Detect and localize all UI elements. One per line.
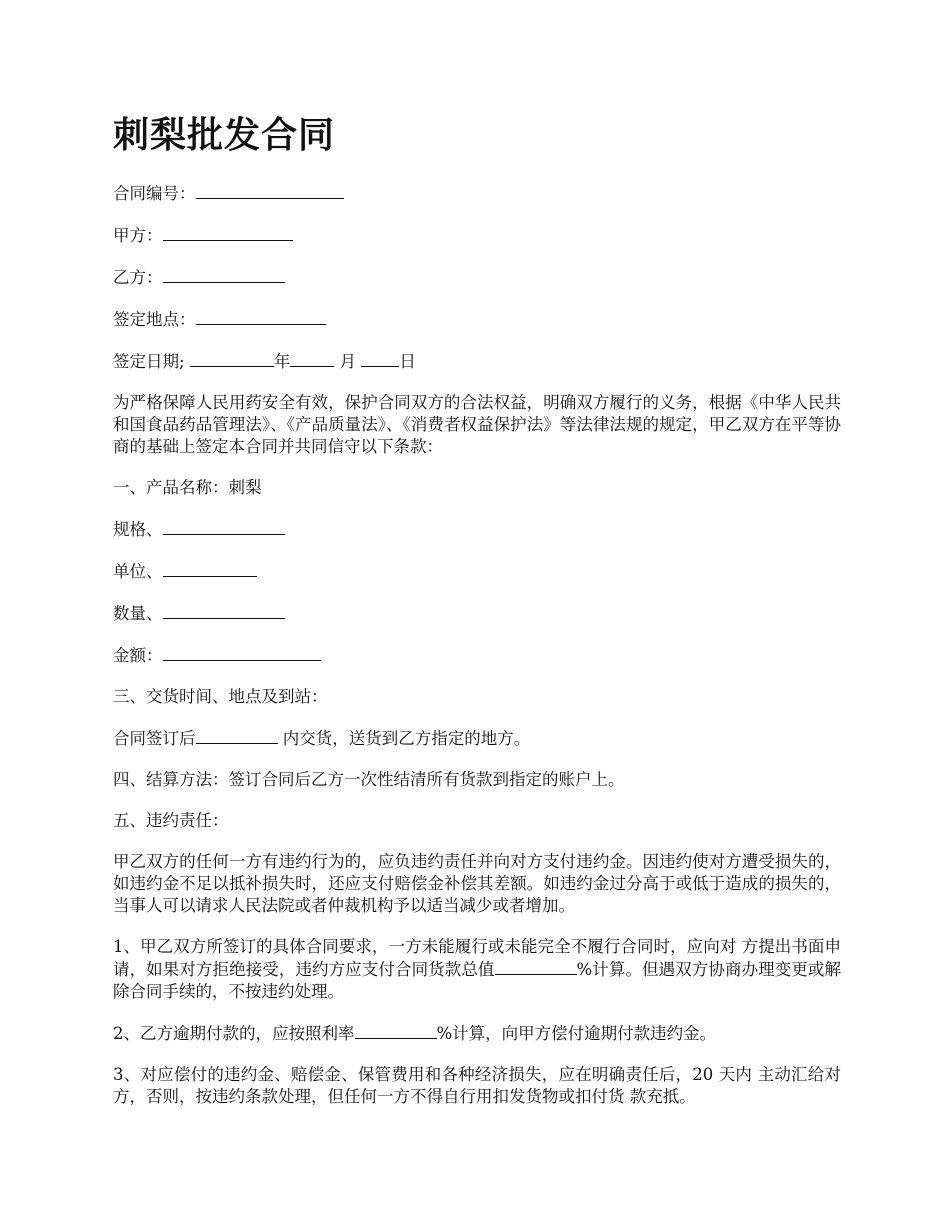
liability-item-2 (113, 1022, 841, 1045)
intro-paragraph: 为严格保障人民用药安全有效，保护合同双方的合法权益，明确双方履行的义务，根据《中华人民共和国食品药品管理法》、《产品质量法》、《消费者权益保护法》等法律法规的规定，甲乙双方在平等协商的基础上签定本合同并共同信守以下条款： (113, 393, 841, 456)
delivery-text-before: 合同签订后 (113, 729, 196, 748)
liability-item-2-text-b: %计算，向甲方偿付逾期付款违约金。 (436, 1024, 717, 1043)
party-b-blank[interactable] (163, 266, 285, 283)
party-a-field (113, 224, 841, 247)
sign-date-label: 签定日期; (113, 352, 185, 371)
liability-general-paragraph: 甲乙双方的任何一方有违约行为的，应负违约责任并向对方支付违约金。因违约使对方遭受损失的，如违约金不足以抵补损失时，还应支付赔偿金补偿其差额。如违约金过分高于或低于造成的损失的，当事人可以请求人民法院或者仲裁机构予以适当减少或者增加。 (113, 852, 841, 915)
liability-heading: 五、违约责任： (113, 811, 229, 830)
unit-field (113, 560, 841, 583)
quantity-field (113, 602, 841, 625)
delivery-text (113, 727, 841, 750)
party-a-blank[interactable] (163, 224, 293, 241)
sign-place-label: 签定地点： (113, 310, 196, 329)
delivery-period-blank[interactable] (196, 727, 278, 744)
day-label: 日 (399, 352, 416, 371)
product-name-line: 一、产品名称：刺梨 (113, 478, 262, 497)
settlement-line: 四、结算方法：签订合同后乙方一次性结清所有货款到指定的账户上。 (113, 770, 625, 789)
contract-number-label: 合同编号： (113, 184, 196, 203)
liability-item-1-blank[interactable] (495, 958, 577, 975)
amount-blank[interactable] (163, 644, 321, 661)
sign-place-field (113, 308, 841, 331)
quantity-blank[interactable] (163, 602, 285, 619)
liability-item-1-text-a: 1、甲乙双方所签订的具体合同要求，一方未能履行或未能完全不履行合同时，应向对 方提出书面申请，如果对方拒绝接受，违约方应支付合同货款总值 (113, 937, 841, 979)
quantity-label: 数量、 (113, 604, 163, 623)
sign-day-blank[interactable] (361, 350, 399, 367)
spec-label: 规格、 (113, 520, 163, 539)
party-b-field (113, 266, 841, 289)
contract-number-field (113, 182, 841, 205)
party-a-label: 甲方： (113, 226, 163, 245)
spec-blank[interactable] (163, 518, 285, 535)
delivery-heading: 三、交货时间、地点及到站： (113, 687, 328, 706)
year-label: 年 (273, 352, 291, 371)
contract-number-blank[interactable] (196, 182, 344, 199)
sign-year-blank[interactable] (190, 350, 274, 367)
sign-month-blank[interactable] (290, 350, 334, 367)
liability-item-1-text-b: %计算。但遇双方协商办理变更或解除合同手续的，不按违约处理。 (113, 960, 842, 1001)
amount-label: 金额： (113, 646, 163, 665)
amount-field (113, 644, 841, 667)
liability-item-2-text-a: 2、乙方逾期付款的，应按照利率 (113, 1024, 355, 1043)
unit-blank[interactable] (163, 560, 257, 577)
spec-field (113, 518, 841, 541)
liability-item-3: 3、对应偿付的违约金、赔偿金、保管费用和各种经济损失，应在明确责任后，20 天内 主动汇给对方，否则，按违约条款处理，但任何一方不得自行用扣发货物或扣付货 款充抵。 (113, 1065, 841, 1106)
page-title: 刺梨批发合同 (113, 115, 336, 156)
party-b-label: 乙方： (113, 268, 163, 287)
unit-label: 单位、 (113, 562, 163, 581)
sign-date-field (113, 350, 841, 373)
month-label: 月 (339, 352, 357, 371)
liability-item-1 (113, 936, 841, 1003)
sign-place-blank[interactable] (196, 308, 326, 325)
liability-item-2-blank[interactable] (355, 1022, 437, 1039)
delivery-text-after: 内交货，送货到乙方指定的地方。 (277, 729, 531, 748)
contract-page (113, 112, 841, 1127)
